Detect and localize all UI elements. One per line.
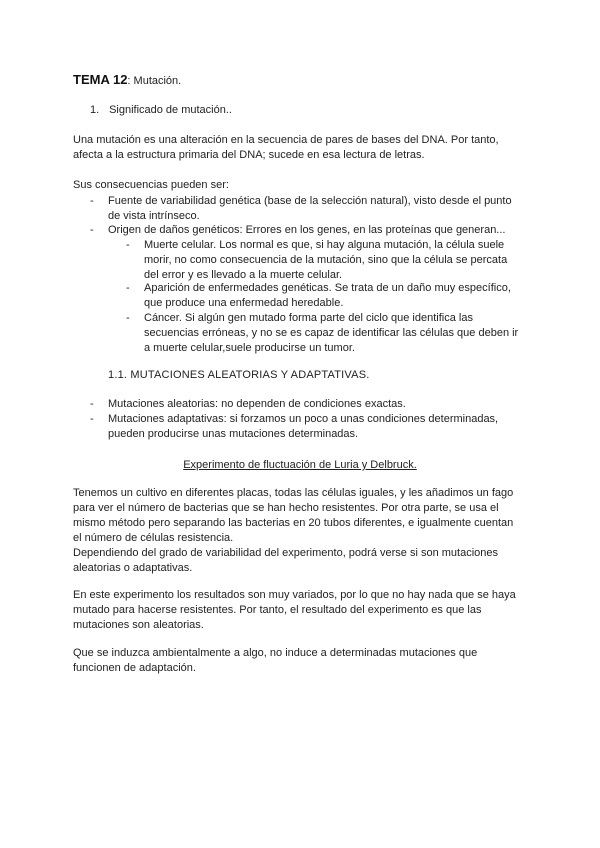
text-line: pueden producirse unas mutaciones determinadas. xyxy=(108,428,359,440)
text-line: Cáncer. Si algún gen mutado forma parte del ciclo que identifica las xyxy=(144,312,473,324)
text-line: para ver el número de bacterias que se han hecho resistentes. Por otra parte, se usa el xyxy=(73,502,499,514)
text-line: Una mutación es una alteración en la secuencia de pares de bases del DNA. Por tanto, xyxy=(73,134,499,146)
dash-mark: - xyxy=(90,224,94,236)
paragraph-conclusion xyxy=(73,646,533,676)
paragraph-results xyxy=(73,588,533,633)
section-subheading: 1.1. MUTACIONES ALEATORIAS Y ADAPTATIVAS. xyxy=(108,369,370,381)
text-line: de vista intrínseco. xyxy=(108,210,200,222)
text-line: Mutaciones adaptativas: si forzamos un poco a unas condiciones determinadas, xyxy=(108,413,499,425)
paragraph-consequences xyxy=(73,178,533,193)
text-line: Que se induzca ambientalmente a algo, no induce a determinadas mutaciones que xyxy=(73,647,478,659)
title-rest: : Mutación. xyxy=(127,75,182,87)
title-bold: TEMA 12 xyxy=(73,72,128,87)
experiment-title-text: Experimento de fluctuación de Luria y Delbruck. xyxy=(183,459,417,471)
experiment-title xyxy=(0,458,600,473)
item-number: 1. xyxy=(90,104,100,116)
text-line: Muerte celular. Los normal es que, si hay alguna mutación, la célula suele xyxy=(144,239,505,251)
text-line: a muerte celular,suele producirse un tumor. xyxy=(144,342,355,354)
text-line: Sus consecuencias pueden ser: xyxy=(73,179,229,191)
dash-mark: - xyxy=(126,312,130,324)
text-line: que produce una enfermedad heredable. xyxy=(144,297,344,309)
dash-mark: - xyxy=(126,239,130,251)
text-line: Fuente de variabilidad genética (base de la selección natural), visto desde el punto xyxy=(108,195,512,207)
text-line: secuencias erróneas, y no se es capaz de identificar las células que deben ir xyxy=(144,327,519,339)
text-line: Origen de daños genéticos: Errores en los genes, en las proteínas que generan... xyxy=(108,224,506,236)
dash-mark: - xyxy=(126,282,130,294)
dash-mark: - xyxy=(90,413,94,425)
paragraph-experiment xyxy=(73,486,533,576)
item-text: Significado de mutación.. xyxy=(109,104,232,116)
page-title xyxy=(73,72,181,89)
numbered-item-1 xyxy=(90,103,232,118)
text-line: Mutaciones aleatorias: no dependen de condiciones exactas. xyxy=(108,398,406,410)
text-line: morir, no como consecuencia de la mutación, sino que la célula se percata xyxy=(144,254,508,266)
paragraph-definition xyxy=(73,133,533,163)
text-line: afecta a la estructura primaria del DNA; sucede en esa lectura de letras. xyxy=(73,149,425,161)
text-line: mutaciones son aleatorias. xyxy=(73,619,204,631)
text-line: Aparición de enfermedades genéticas. Se trata de un daño muy específico, xyxy=(144,282,511,294)
text-line: Tenemos un cultivo en diferentes placas, todas las células iguales, y les añadimos un fago xyxy=(73,487,514,499)
text-line: En este experimento los resultados son muy variados, por lo que no hay nada que se haya xyxy=(73,589,516,601)
text-line: del error y es llevado a la muerte celular. xyxy=(144,269,343,281)
dash-mark: - xyxy=(90,195,94,207)
text-line: el número de células resistencia. xyxy=(73,532,234,544)
text-line: aleatorias o adaptativas. xyxy=(73,562,193,574)
dash-mark: - xyxy=(90,398,94,410)
text-line: mutado para hacerse resistentes. Por tanto, el resultado del experimento es que las xyxy=(73,604,482,616)
text-line: mismo método pero separando las bacterias en 20 tubos diferentes, e igualmente cuentan xyxy=(73,517,514,529)
text-line: Dependiendo del grado de variabilidad del experimento, podrá verse si son mutaciones xyxy=(73,547,498,559)
text-line: funcionen de adaptación. xyxy=(73,662,196,674)
